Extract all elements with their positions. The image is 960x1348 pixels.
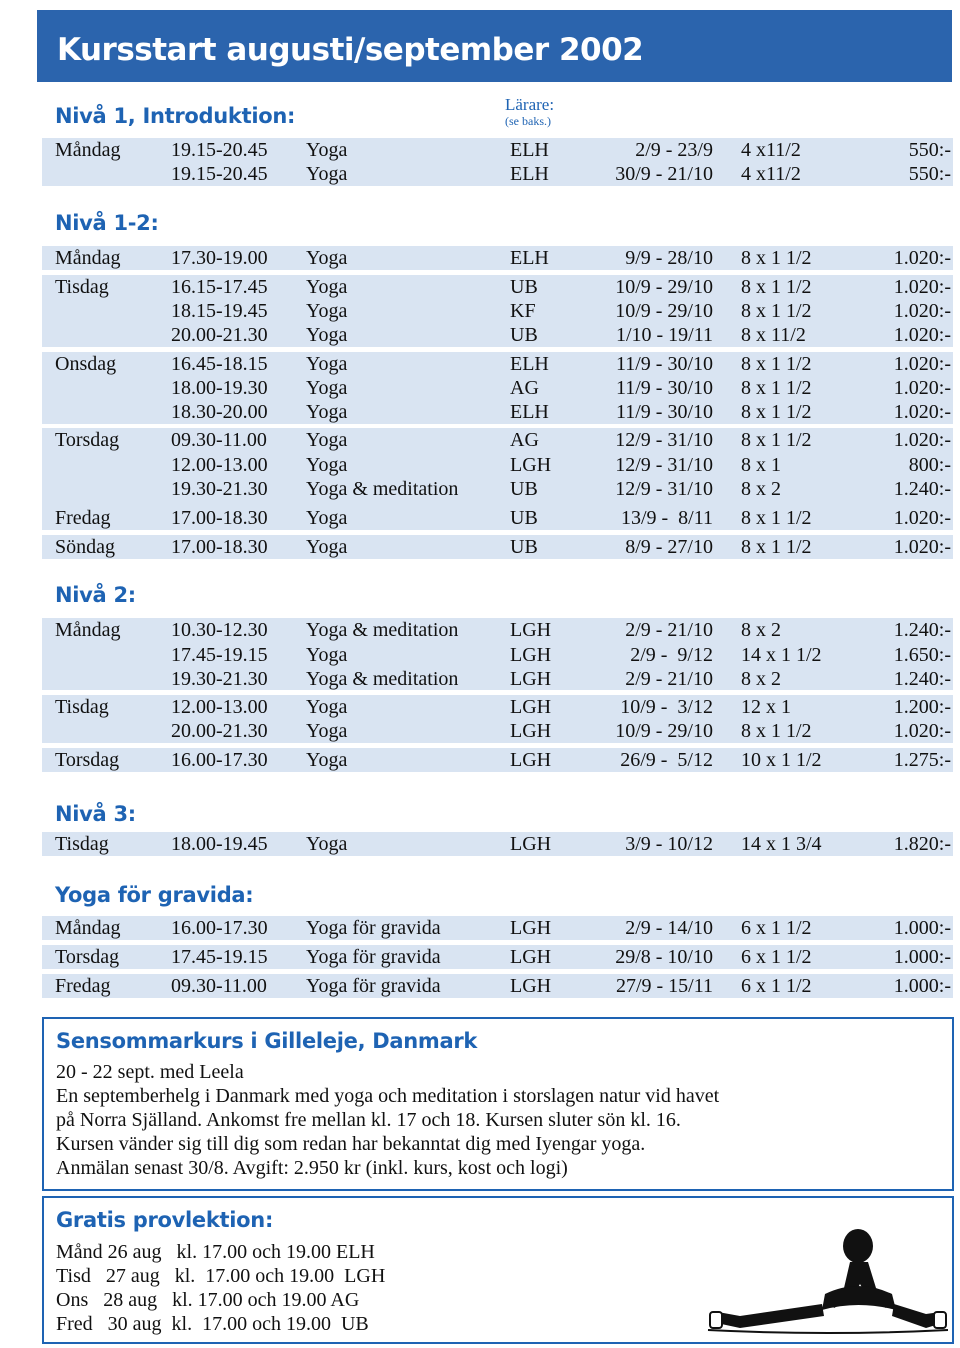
schedule-row <box>0 667 960 691</box>
cell-time: 12.00-13.00 <box>171 696 268 718</box>
cell-sessions: 14 x 1 3/4 <box>741 833 822 855</box>
cell-dates: 30/9 - 21/10 <box>615 163 713 185</box>
level-heading: Nivå 2: <box>55 583 136 607</box>
cell-teacher: ELH <box>510 247 549 269</box>
cell-course: Yoga <box>306 353 348 375</box>
schedule-row <box>0 376 960 400</box>
schedule-row <box>0 299 960 323</box>
cell-dates: 2/9 - 23/9 <box>635 139 713 161</box>
cell-dates: 2/9 - 21/10 <box>625 619 713 641</box>
cell-dates: 1/10 - 19/11 <box>615 324 713 346</box>
cell-teacher: LGH <box>510 833 552 855</box>
cell-sessions: 8 x 1 1/2 <box>741 429 812 451</box>
cell-sessions: 8 x 1 1/2 <box>741 247 812 269</box>
cell-course: Yoga för gravida <box>306 946 441 968</box>
cell-time: 10.30-12.30 <box>171 619 268 641</box>
cell-price: 1.020:- <box>893 247 951 269</box>
cell-teacher: LGH <box>510 668 552 690</box>
cell-price: 1.020:- <box>893 377 951 399</box>
free-trial-line: Ons 28 aug kl. 17.00 och 19.00 AG <box>56 1289 360 1311</box>
cell-time: 16.15-17.45 <box>171 276 268 298</box>
cell-price: 550:- <box>908 163 951 185</box>
cell-price: 1.240:- <box>893 619 951 641</box>
summer-course-line: En septemberhelg i Danmark med yoga och meditation i storslagen natur vid havet <box>56 1085 720 1107</box>
cell-sessions: 8 x 1 1/2 <box>741 401 812 423</box>
level-heading: Nivå 3: <box>55 802 136 826</box>
cell-time: 18.00-19.30 <box>171 377 268 399</box>
free-trial-line: Fred 30 aug kl. 17.00 och 19.00 UB <box>56 1313 369 1335</box>
cell-dates: 13/9 - 8/11 <box>620 507 713 529</box>
cell-sessions: 8 x 1 1/2 <box>741 536 812 558</box>
cell-sessions: 8 x 1 <box>741 454 781 476</box>
cell-teacher: LGH <box>510 644 552 666</box>
cell-time: 19.30-21.30 <box>171 668 268 690</box>
schedule-row <box>0 916 960 940</box>
cell-price: 1.020:- <box>893 300 951 322</box>
cell-dates: 10/9 - 29/10 <box>615 276 713 298</box>
cell-teacher: UB <box>510 276 538 298</box>
cell-day: Fredag <box>55 507 111 529</box>
cell-sessions: 8 x 1 1/2 <box>741 377 812 399</box>
schedule-row <box>0 162 960 186</box>
cell-price: 1.000:- <box>893 946 951 968</box>
cell-teacher: LGH <box>510 749 552 771</box>
cell-dates: 2/9 - 9/12 <box>630 644 713 666</box>
level-heading: Nivå 1, Introduktion: <box>55 104 296 128</box>
cell-course: Yoga för gravida <box>306 975 441 997</box>
cell-dates: 3/9 - 10/12 <box>625 833 713 855</box>
cell-sessions: 12 x 1 <box>741 696 791 718</box>
page-title: Kursstart augusti/september 2002 <box>57 32 644 68</box>
cell-dates: 26/9 - 5/12 <box>620 749 713 771</box>
cell-dates: 11/9 - 30/10 <box>615 353 713 375</box>
cell-time: 12.00-13.00 <box>171 454 268 476</box>
cell-dates: 27/9 - 15/11 <box>615 975 713 997</box>
cell-course: Yoga <box>306 749 348 771</box>
cell-dates: 12/9 - 31/10 <box>615 478 713 500</box>
cell-time: 09.30-11.00 <box>171 975 267 997</box>
cell-course: Yoga <box>306 644 348 666</box>
cell-teacher: LGH <box>510 975 552 997</box>
cell-price: 1.020:- <box>893 324 951 346</box>
cell-time: 20.00-21.30 <box>171 720 268 742</box>
cell-dates: 8/9 - 27/10 <box>625 536 713 558</box>
cell-sessions: 14 x 1 1/2 <box>741 644 822 666</box>
cell-dates: 2/9 - 21/10 <box>625 668 713 690</box>
cell-teacher: LGH <box>510 917 552 939</box>
cell-time: 19.30-21.30 <box>171 478 268 500</box>
schedule-row <box>0 453 960 477</box>
cell-price: 1.020:- <box>893 720 951 742</box>
cell-course: Yoga <box>306 300 348 322</box>
cell-teacher: LGH <box>510 696 552 718</box>
cell-dates: 11/9 - 30/10 <box>615 377 713 399</box>
cell-sessions: 8 x 2 <box>741 478 781 500</box>
cell-sessions: 8 x 1 1/2 <box>741 276 812 298</box>
cell-dates: 29/8 - 10/10 <box>615 946 713 968</box>
free-trial-heading: Gratis provlektion: <box>56 1208 274 1232</box>
cell-sessions: 6 x 1 1/2 <box>741 975 812 997</box>
cell-course: Yoga <box>306 833 348 855</box>
cell-time: 18.30-20.00 <box>171 401 268 423</box>
cell-sessions: 8 x 1 1/2 <box>741 720 812 742</box>
cell-course: Yoga <box>306 507 348 529</box>
schedule-row <box>0 246 960 270</box>
cell-sessions: 4 x11/2 <box>741 139 801 161</box>
cell-day: Torsdag <box>55 946 120 968</box>
schedule-row <box>0 138 960 162</box>
cell-day: Söndag <box>55 536 115 558</box>
cell-dates: 2/9 - 14/10 <box>625 917 713 939</box>
cell-time: 20.00-21.30 <box>171 324 268 346</box>
cell-teacher: UB <box>510 324 538 346</box>
cell-sessions: 10 x 1 1/2 <box>741 749 822 771</box>
cell-teacher: KF <box>510 300 536 322</box>
schedule-row <box>0 719 960 743</box>
cell-course: Yoga <box>306 536 348 558</box>
cell-price: 1.275:- <box>893 749 951 771</box>
cell-time: 16.00-17.30 <box>171 917 268 939</box>
cell-day: Tisdag <box>55 276 109 298</box>
cell-course: Yoga <box>306 247 348 269</box>
cell-time: 18.00-19.45 <box>171 833 268 855</box>
cell-course: Yoga & meditation <box>306 478 459 500</box>
cell-teacher: AG <box>510 429 539 451</box>
cell-dates: 12/9 - 31/10 <box>615 454 713 476</box>
cell-course: Yoga <box>306 377 348 399</box>
cell-day: Onsdag <box>55 353 117 375</box>
cell-dates: 10/9 - 3/12 <box>620 696 713 718</box>
cell-teacher: AG <box>510 377 539 399</box>
schedule-row <box>0 974 960 998</box>
cell-sessions: 6 x 1 1/2 <box>741 946 812 968</box>
schedule-row <box>0 945 960 969</box>
cell-sessions: 8 x 1 1/2 <box>741 300 812 322</box>
cell-price: 1.020:- <box>893 353 951 375</box>
cell-time: 19.15-20.45 <box>171 163 268 185</box>
cell-teacher: UB <box>510 478 538 500</box>
summer-course-line: Kursen vänder sig till dig som redan har bekanntat dig med Iyengar yoga. <box>56 1133 646 1155</box>
cell-course: Yoga <box>306 324 348 346</box>
schedule-row <box>0 352 960 376</box>
cell-course: Yoga <box>306 163 348 185</box>
cell-time: 17.30-19.00 <box>171 247 268 269</box>
schedule-row <box>0 535 960 559</box>
cell-price: 550:- <box>908 139 951 161</box>
cell-teacher: ELH <box>510 353 549 375</box>
schedule-row <box>0 323 960 347</box>
cell-price: 1.000:- <box>893 975 951 997</box>
cell-day: Måndag <box>55 139 121 161</box>
cell-day: Tisdag <box>55 833 109 855</box>
cell-teacher: LGH <box>510 720 552 742</box>
cell-time: 09.30-11.00 <box>171 429 267 451</box>
cell-price: 1.000:- <box>893 917 951 939</box>
cell-teacher: LGH <box>510 454 552 476</box>
schedule-row <box>0 275 960 299</box>
cell-course: Yoga <box>306 276 348 298</box>
cell-teacher: LGH <box>510 619 552 641</box>
cell-price: 1.240:- <box>893 478 951 500</box>
cell-time: 17.45-19.15 <box>171 946 268 968</box>
cell-price: 1.820:- <box>893 833 951 855</box>
cell-sessions: 8 x 2 <box>741 619 781 641</box>
cell-dates: 10/9 - 29/10 <box>615 300 713 322</box>
yoga-pose-figure-icon <box>700 1228 950 1340</box>
summer-course-line: Anmälan senast 30/8. Avgift: 2.950 kr (inkl. kurs, kost och logi) <box>56 1157 568 1179</box>
summer-course-line: 20 - 22 sept. med Leela <box>56 1061 244 1083</box>
teacher-label: Lärare: <box>505 95 555 114</box>
schedule-row <box>0 477 960 501</box>
cell-price: 800:- <box>908 454 951 476</box>
cell-course: Yoga & meditation <box>306 668 459 690</box>
teacher-note: (se baks.) <box>505 114 551 128</box>
cell-price: 1.020:- <box>893 507 951 529</box>
cell-time: 18.15-19.45 <box>171 300 268 322</box>
cell-time: 17.00-18.30 <box>171 536 268 558</box>
cell-day: Måndag <box>55 247 121 269</box>
cell-time: 16.45-18.15 <box>171 353 268 375</box>
cell-course: Yoga för gravida <box>306 917 441 939</box>
schedule-row <box>0 400 960 424</box>
schedule-row <box>0 506 960 530</box>
cell-day: Tisdag <box>55 696 109 718</box>
level-heading: Nivå 1-2: <box>55 211 159 235</box>
cell-price: 1.020:- <box>893 276 951 298</box>
cell-course: Yoga <box>306 429 348 451</box>
free-trial-line: Månd 26 aug kl. 17.00 och 19.00 ELH <box>56 1241 375 1263</box>
cell-day: Måndag <box>55 619 121 641</box>
cell-day: Måndag <box>55 917 121 939</box>
schedule-row <box>0 643 960 667</box>
cell-price: 1.240:- <box>893 668 951 690</box>
cell-day: Fredag <box>55 975 111 997</box>
cell-dates: 9/9 - 28/10 <box>625 247 713 269</box>
cell-sessions: 8 x 2 <box>741 668 781 690</box>
cell-sessions: 4 x11/2 <box>741 163 801 185</box>
teacher-column-header <box>505 97 554 129</box>
cell-course: Yoga <box>306 454 348 476</box>
cell-price: 1.020:- <box>893 401 951 423</box>
cell-price: 1.650:- <box>893 644 951 666</box>
schedule-row <box>0 832 960 856</box>
cell-course: Yoga <box>306 401 348 423</box>
cell-sessions: 8 x 11/2 <box>741 324 806 346</box>
cell-sessions: 6 x 1 1/2 <box>741 917 812 939</box>
cell-time: 16.00-17.30 <box>171 749 268 771</box>
cell-course: Yoga <box>306 720 348 742</box>
cell-teacher: ELH <box>510 401 549 423</box>
cell-teacher: ELH <box>510 163 549 185</box>
cell-price: 1.020:- <box>893 429 951 451</box>
free-trial-line: Tisd 27 aug kl. 17.00 och 19.00 LGH <box>56 1265 386 1287</box>
cell-price: 1.020:- <box>893 536 951 558</box>
cell-time: 17.45-19.15 <box>171 644 268 666</box>
cell-course: Yoga <box>306 696 348 718</box>
level-heading: Yoga för gravida: <box>55 883 254 907</box>
summer-course-box <box>42 1017 954 1191</box>
schedule-row <box>0 695 960 719</box>
cell-sessions: 8 x 1 1/2 <box>741 507 812 529</box>
cell-dates: 12/9 - 31/10 <box>615 429 713 451</box>
summer-course-heading: Sensommarkurs i Gilleleje, Danmark <box>56 1029 478 1053</box>
cell-dates: 11/9 - 30/10 <box>615 401 713 423</box>
cell-sessions: 8 x 1 1/2 <box>741 353 812 375</box>
schedule-row <box>0 748 960 772</box>
cell-course: Yoga <box>306 139 348 161</box>
cell-teacher: UB <box>510 507 538 529</box>
cell-day: Torsdag <box>55 749 120 771</box>
title-banner <box>37 10 952 82</box>
summer-course-line: på Norra Själland. Ankomst fre mellan kl. 17 och 18. Kursen sluter sön kl. 16. <box>56 1109 681 1131</box>
cell-time: 17.00-18.30 <box>171 507 268 529</box>
schedule-row <box>0 618 960 642</box>
cell-teacher: ELH <box>510 139 549 161</box>
cell-course: Yoga & meditation <box>306 619 459 641</box>
cell-teacher: LGH <box>510 946 552 968</box>
cell-day: Torsdag <box>55 429 120 451</box>
schedule-row <box>0 428 960 452</box>
cell-price: 1.200:- <box>893 696 951 718</box>
cell-dates: 10/9 - 29/10 <box>615 720 713 742</box>
cell-time: 19.15-20.45 <box>171 139 268 161</box>
cell-teacher: UB <box>510 536 538 558</box>
